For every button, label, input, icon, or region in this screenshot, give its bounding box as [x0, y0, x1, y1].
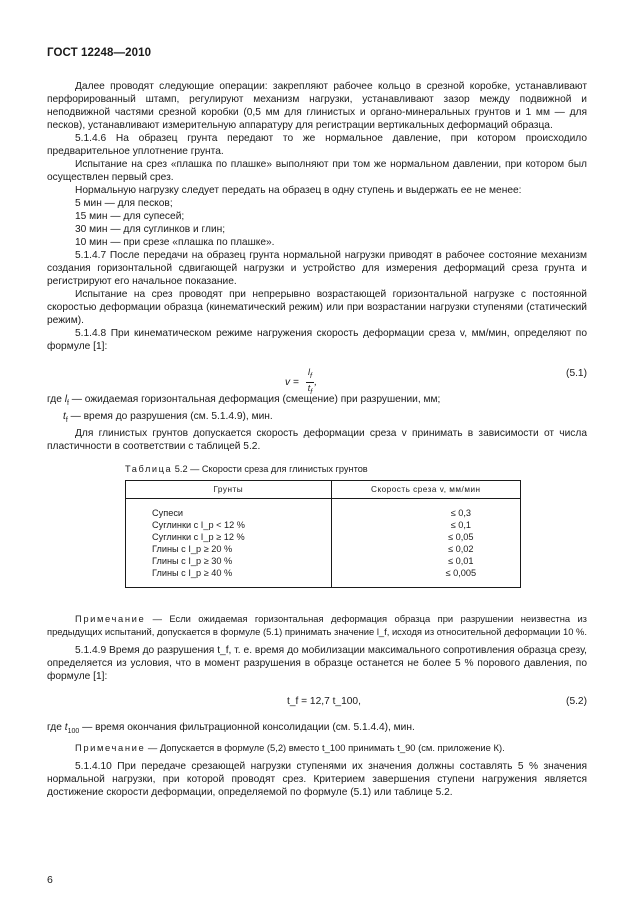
formula-5-2	[47, 687, 587, 717]
note-t90: Примечание — Допускается в формуле (5,2) вместо t_100 принимать t_90 (см. приложение К).	[75, 742, 505, 754]
table-row: Глины с I_p ≥ 40 % ≤ 0,005	[126, 567, 521, 588]
formula-expression: v = $\frac{l_f}{t_f}$ ,	[285, 367, 318, 396]
where-lf: где $l_f$ — ожидаемая горизонтальная деформация (смещение) при разрушении, мм;	[47, 394, 441, 408]
paragraph-5-1-4-7: 5.1.4.7 После передачи на образец грунта нормальной нагрузки приводят в рабочее состояние механизм создания горизонтальной сдвигающей нагрузки и устройство для измерения деформаций среза грунта и регистрируют его начальное показание.	[47, 250, 587, 287]
paragraph-plate-shear: Испытание на срез «плашка по плашке» выполняют при том же нормальном давлении, при котором был осуществлен первый срез.	[47, 159, 587, 183]
paragraph-operations: Далее проводят следующие операции: закрепляют рабочее кольцо в срезной коробке, устанавливают перфорированный штамп, регулируют механизм нагрузки, устанавливают зазор между подвижной и неподвижной частями срезной коробки (0,5 мм для глинистых и органо-минеральных грунтов и 1 мм — для песков), устанавливают измерительную аппаратуру для регистрации вертикальных деформаций образца.	[47, 81, 587, 131]
formula-expression: t_f = 12,7 t_100,	[287, 696, 361, 708]
document-header: ГОСТ 12248—2010	[47, 47, 152, 59]
table-header-speed: Скорость среза v, мм/мин	[331, 481, 520, 499]
formula-number: (5.1)	[566, 368, 587, 379]
paragraph-5-1-4-9: 5.1.4.9 Время до разрушения t_f, т. е. время до мобилизации максимального сопротивления образца срезу, определяется из условия, что в момент разрушения в образце останется не более 5 % порового давления, по формуле [1]:	[47, 645, 587, 683]
paragraph-5-1-4-10: 5.1.4.10 При передаче срезающей нагрузки ступенями их значения должны составлять 5 % значения нормальной нагрузки, при которой проводят срез. Критерием завершения ступени нагружения является достижение скорости деформации, определяемой по формуле (5.1) или таблице 5.2.	[47, 761, 587, 799]
table-row: Суглинки с I_p < 12 % ≤ 0,1	[126, 519, 521, 531]
list-item: 10 мин — при срезе «плашка по плашке».	[75, 237, 275, 248]
table-row: Глины с I_p ≥ 30 % ≤ 0,01	[126, 555, 521, 567]
table-row: Супеси ≤ 0,3	[126, 499, 521, 520]
table-caption: Таблица 5.2 — Скорости среза для глинистых грунтов	[125, 464, 368, 475]
page-content	[47, 80, 587, 799]
paragraph-shear-modes: Испытание на срез проводят при непрерывно возрастающей горизонтальной нагрузке с постоянной скоростью деформации образца (кинематический режим) или при возрастании нагрузки ступенями (статический режим).	[47, 289, 587, 326]
hold-time-list	[47, 197, 587, 249]
list-item: 15 мин — для супесей;	[75, 211, 185, 222]
list-item: 5 мин — для песков;	[75, 198, 173, 209]
shear-speed-table	[125, 480, 521, 588]
paragraph-clay-speed: Для глинистых грунтов допускается скорость деформации среза v принимать в зависимости от числа пластичности в соответствии с таблицей 5.2.	[47, 428, 587, 453]
paragraph-normal-load: Нормальную нагрузку следует передать на образец в одну ступень и выдержать ее не менее:	[75, 185, 522, 196]
where-t100: где $t_{100}$ — время окончания фильтрационной консолидации (см. 5.1.4.4), мин.	[47, 722, 415, 736]
paragraph-5-1-4-8: 5.1.4.8 При кинематическом режиме нагружения скорость деформации среза v, мм/мин, определяют по формуле [1]:	[47, 328, 587, 352]
paragraph-5-1-4-6: 5.1.4.6 На образец грунта передают то же нормальное давление, при котором происходило предварительное уплотнение грунта.	[47, 133, 587, 157]
formula-5-1	[47, 359, 587, 396]
table-row: Глины с I_p ≥ 20 % ≤ 0,02	[126, 543, 521, 555]
list-item: 30 мин — для суглинков и глин;	[75, 224, 226, 235]
table-row: Суглинки с I_p ≥ 12 % ≤ 0,05	[126, 531, 521, 543]
where-tf: $t_f$ — время до разрушения (см. 5.1.4.9), мин.	[63, 411, 273, 425]
formula-number: (5.2)	[566, 696, 587, 708]
page-number: 6	[47, 874, 53, 886]
note-deformation: Примечание — Если ожидаемая горизонтальная деформация образца при разрушении неизвестна из предыдущих испытаний, допускается в формуле (5.1) принимать значение l_f, исходя из относительной деформации 10 %.	[47, 613, 587, 638]
formula-fraction: $\frac{l_f}{t_f}$	[307, 367, 313, 396]
table-header-soils: Грунты	[126, 481, 332, 499]
